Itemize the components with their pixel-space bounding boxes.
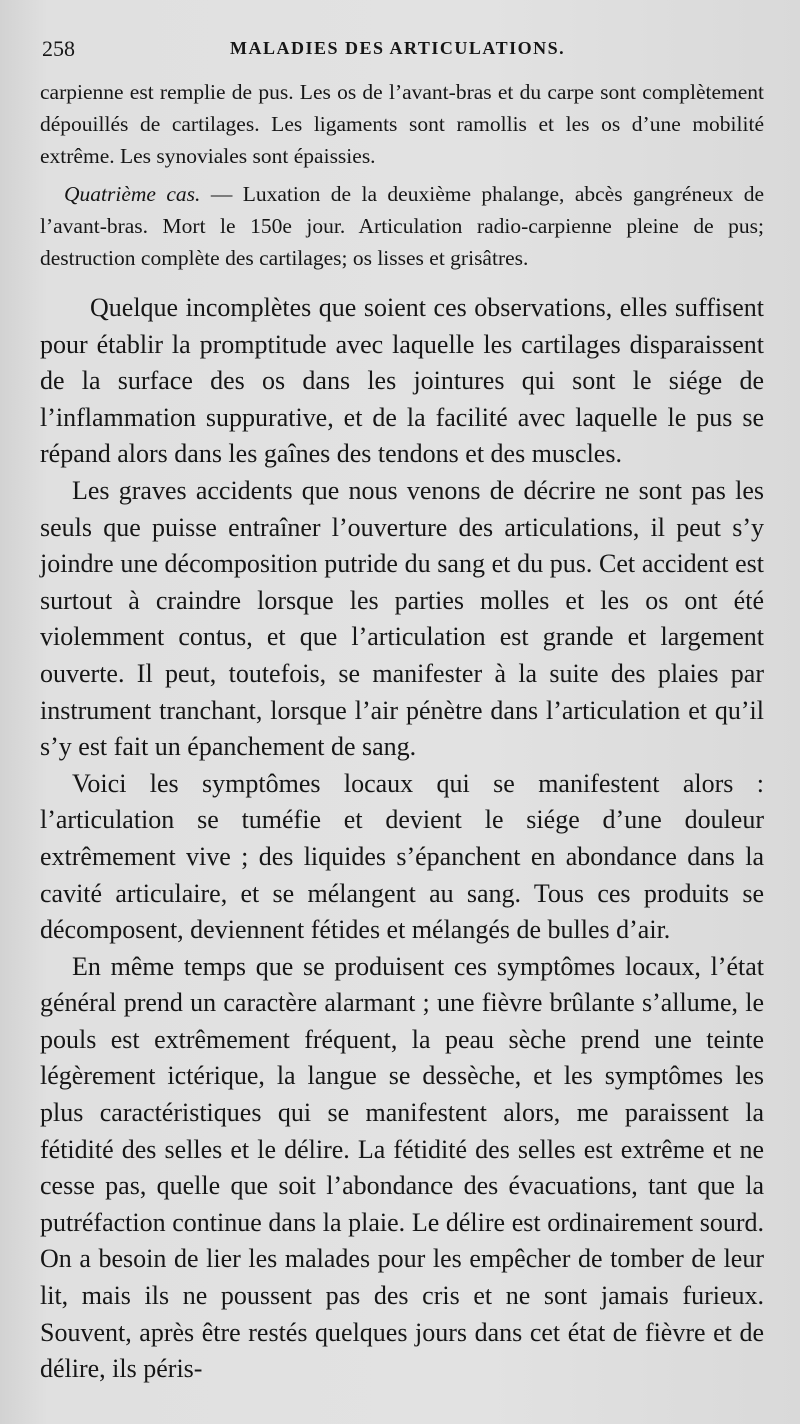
- case-four-text: — Luxation de la deuxième phalange, abcès gangréneux de l’avant-bras. Mort le 150e jour. Articulation radio-carpienne pleine de pus; destruction complète des cartilages; os lisses et grisâtres.: [40, 182, 764, 270]
- main-text: [40, 290, 764, 1388]
- case-notes: [40, 76, 764, 274]
- paragraph: Voici les symptômes locaux qui se manifestent alors : l’articulation se tuméfie et devient le siége d’une douleur extrêmement vive ; des liquides s’épanchent en abondance dans la cavité articulaire, et se mélangent au sang. Tous ces produits se décomposent, deviennent fétides et mélangés de bulles d’air.: [40, 768, 764, 945]
- paragraph: Les graves accidents que nous venons de décrire ne sont pas les seuls que puisse entraîner l’ouverture des articulations, il peut s’y joindre une décomposition putride du sang et du pus. Cet accident est surtout à craindre lorsque les parties molles et les os ont été violemment contus, et que l’articulation est grande et largement ouverte. Il peut, toutefois, se manifester à la suite des plaies par instrument tranchant, lorsque l’air pénètre dans l’articulation et qu’il s’y est fait un épanchement de sang.: [40, 475, 764, 762]
- running-title: MALADIES DES ARTICULATIONS.: [230, 38, 566, 58]
- case-four-label: Quatrième cas.: [64, 182, 201, 206]
- case-four: [40, 178, 764, 274]
- page-number: 258: [42, 36, 75, 61]
- case-continuation: carpienne est remplie de pus. Les os de l’avant-bras et du carpe sont complètement dépouillés de cartilages. Les ligaments sont ramollis et les os d’une mobilité extrême. Les synoviales sont épaissies.: [40, 80, 764, 168]
- page-header: [40, 36, 760, 66]
- paragraph: En même temps que se produisent ces symptômes locaux, l’état général prend un caractère alarmant ; une fièvre brûlante s’allume, le pouls est extrêmement fréquent, la peau sèche prend une teinte légèrement ictérique, la langue se dessèche, et les symptômes les plus caractéristiques qui se manifestent alors, me paraissent la fétidité des selles et le délire. La fétidité des selles est extrême et ne cesse pas, quelle que soit l’abondance des évacuations, tant que la putréfaction continue dans la plaie. Le délire est ordinairement sourd. On a besoin de lier les malades pour les empêcher de tomber de leur lit, mais ils ne poussent pas des cris et ne sont jamais furieux. Souvent, après être restés quelques jours dans cet état de fièvre et de délire, ils péris-: [40, 951, 764, 1384]
- paragraph: Quelque incomplètes que soient ces observations, elles suffisent pour établir la promptitude avec laquelle les cartilages disparaissent de la surface des os dans les jointures qui sont le siége de l’inflammation suppurative, et de la facilité avec laquelle le pus se répand alors dans les gaînes des tendons et des muscles.: [40, 293, 764, 469]
